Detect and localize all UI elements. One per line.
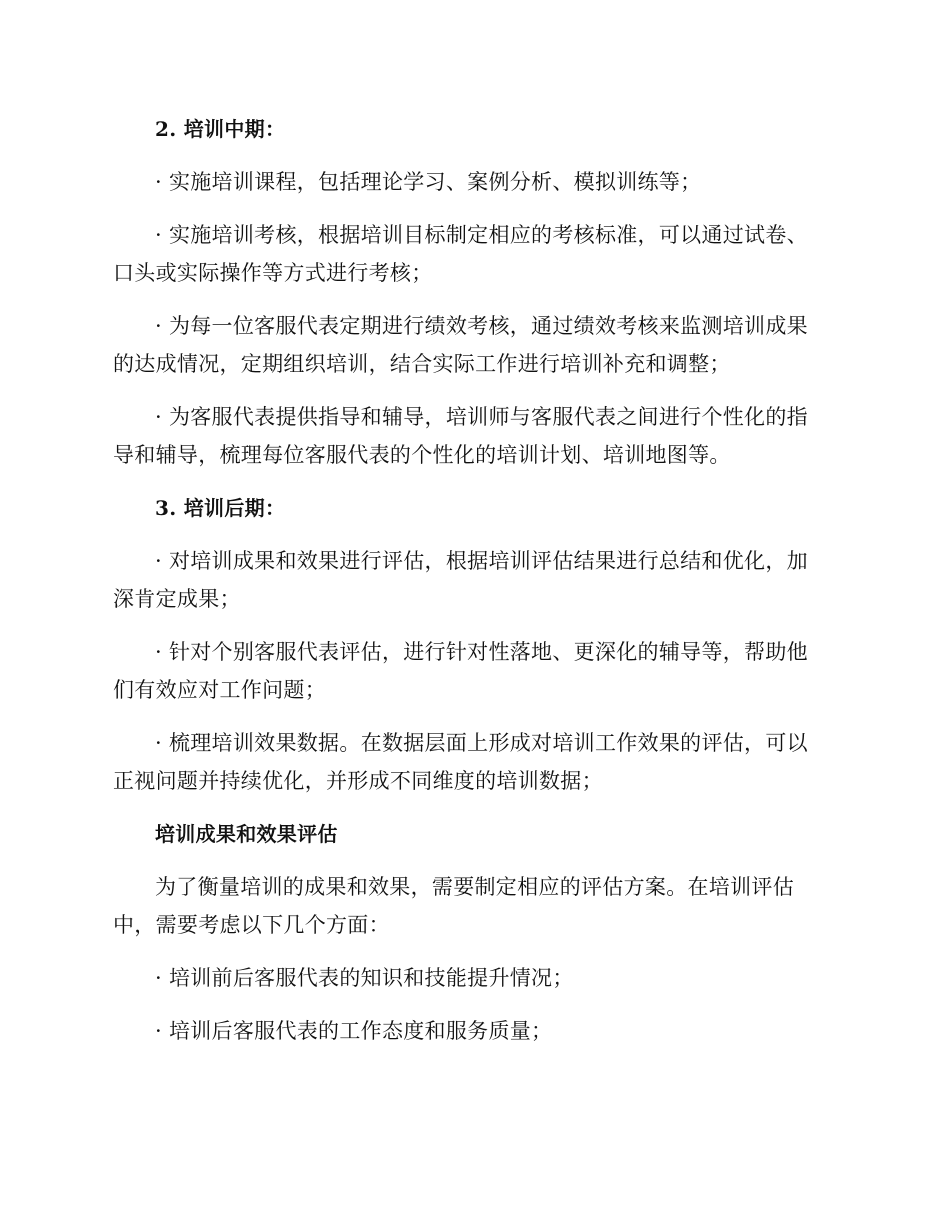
body-paragraph: 为了衡量培训的成果和效果，需要制定相应的评估方案。在培训评估中，需要考虑以下几个方面： bbox=[113, 875, 794, 937]
bullet-paragraph: · 培训后客服代表的工作态度和服务质量； bbox=[155, 1019, 553, 1043]
bullet-paragraph: · 对培训成果和效果进行评估，根据培训评估结果进行总结和优化，加深肯定成果； bbox=[113, 549, 808, 611]
bullet-paragraph: · 实施培训课程，包括理论学习、案例分析、模拟训练等； bbox=[155, 170, 702, 194]
bullet-paragraph: · 为客服代表提供指导和辅导，培训师与客服代表之间进行个性化的指导和辅导，梳理每位客服代表的个性化的培训计划、培训地图等。 bbox=[113, 405, 808, 467]
heading-mid-training: 2. 培训中期： bbox=[155, 117, 286, 141]
heading-post-training: 3. 培训后期： bbox=[155, 496, 286, 520]
bullet-paragraph: · 培训前后客服代表的知识和技能提升情况； bbox=[155, 966, 574, 990]
bullet-paragraph: · 实施培训考核，根据培训目标制定相应的考核标准，可以通过试卷、口头或实际操作等方式进行考核； bbox=[113, 223, 808, 285]
bullet-paragraph: · 梳理培训效果数据。在数据层面上形成对培训工作效果的评估，可以正视问题并持续优化，并形成不同维度的培训数据； bbox=[113, 731, 808, 793]
document-content bbox=[113, 110, 821, 1050]
bullet-paragraph: · 为每一位客服代表定期进行绩效考核，通过绩效考核来监测培训成果的达成情况，定期组织培训，结合实际工作进行培训补充和调整； bbox=[113, 314, 808, 376]
bullet-paragraph: · 针对个别客服代表评估，进行针对性落地、更深化的辅导等，帮助他们有效应对工作问题； bbox=[113, 640, 808, 702]
heading-evaluation: 培训成果和效果评估 bbox=[155, 822, 338, 846]
